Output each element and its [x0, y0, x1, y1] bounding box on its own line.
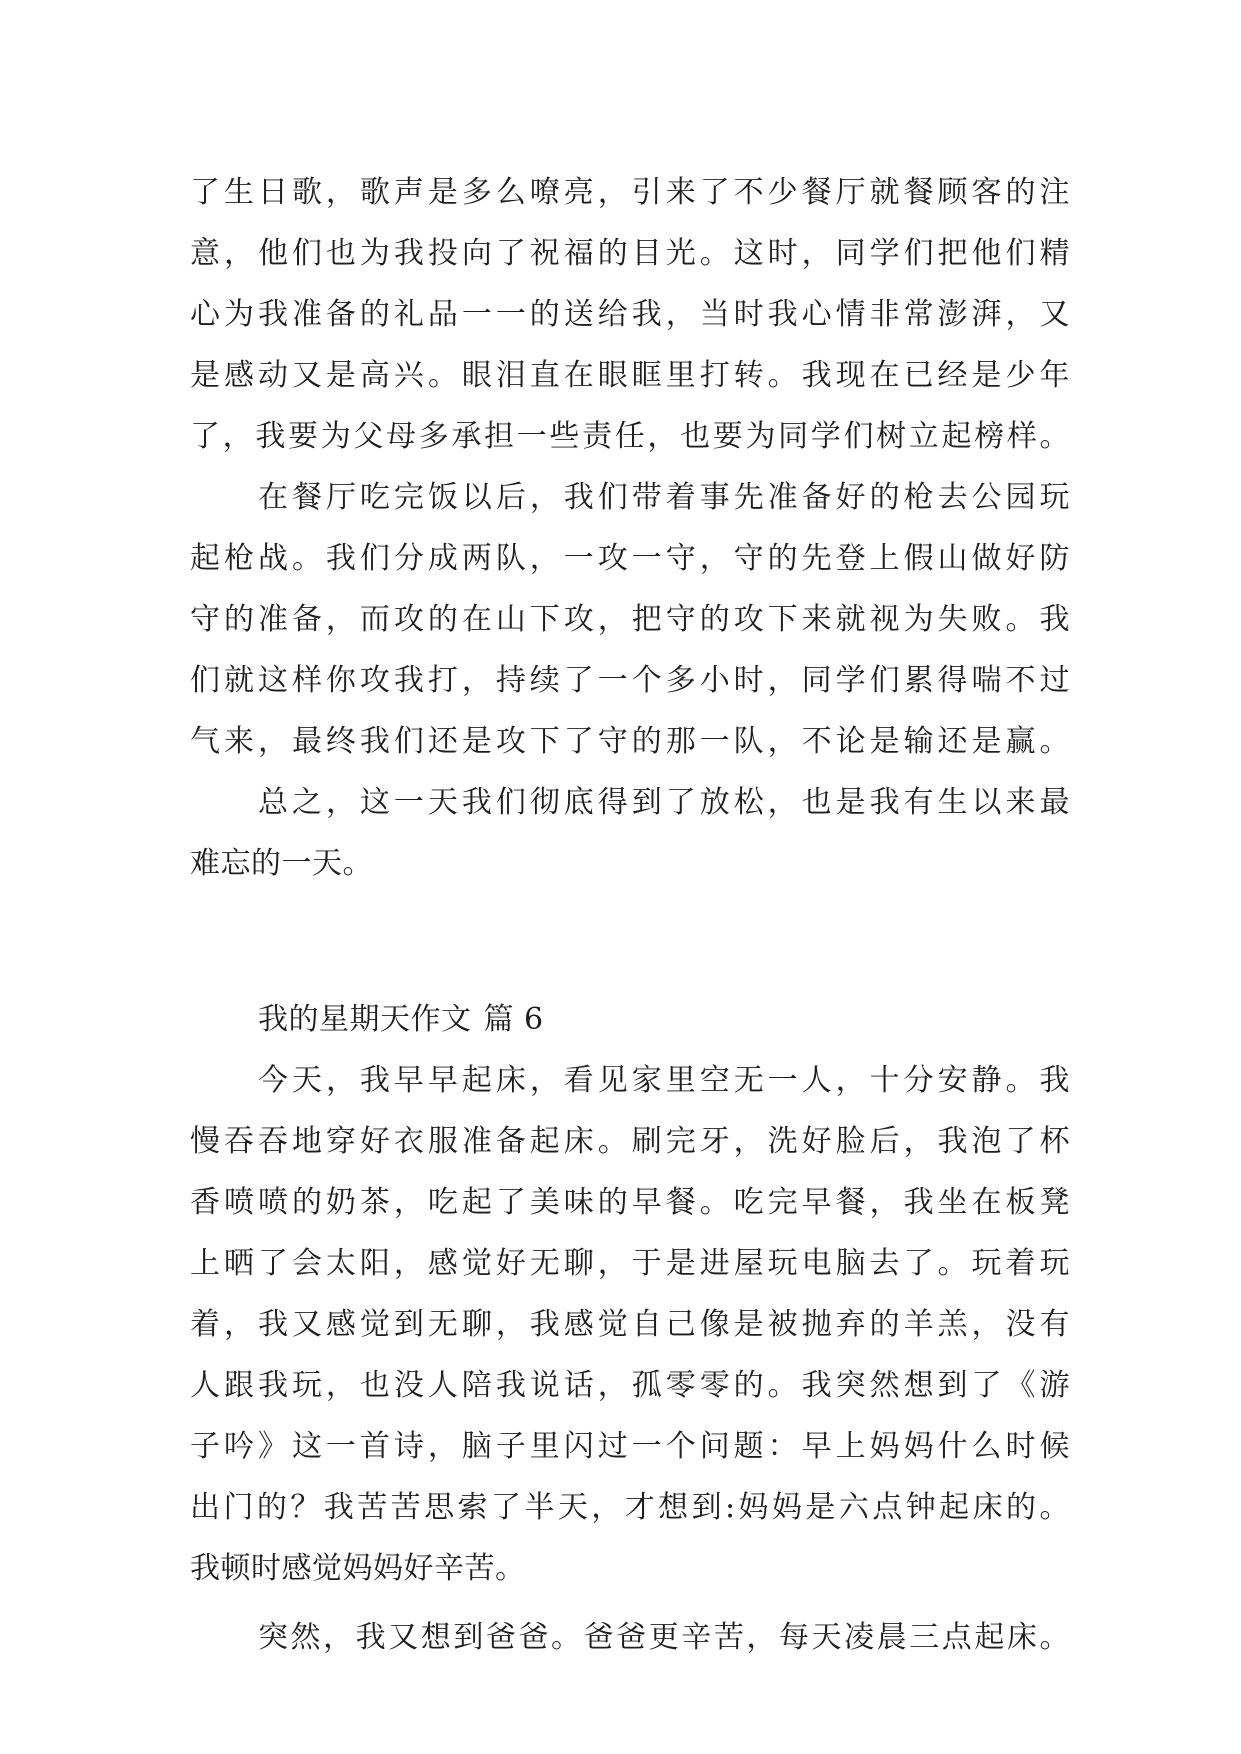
- text-line: 子吟》这一首诗，脑子里闪过一个问题：早上妈妈什么时候: [190, 1429, 1070, 1464]
- text-line: 心为我准备的礼品一一的送给我，当时我心情非常澎湃，又: [190, 297, 1070, 332]
- text-line: 出门的？我苦苦思索了半天，才想到:妈妈是六点钟起床的。: [190, 1490, 1070, 1525]
- section-spacer: [190, 894, 1070, 989]
- paragraph-birthday-song: [190, 162, 1070, 467]
- text-line: 我顿时感觉妈妈好辛苦。: [190, 1551, 526, 1586]
- text-line: 了，我要为父母多承担一些责任，也要为同学们树立起榜样。: [190, 419, 1070, 454]
- text-line: 在餐厅吃完饭以后，我们带着事先准备好的枪去公园玩: [258, 480, 1070, 515]
- paragraph-sunday-morning: [190, 1050, 1070, 1599]
- text-line: 总之，这一天我们彻底得到了放松，也是我有生以来最: [258, 785, 1070, 820]
- text-line: 突然，我又想到爸爸。爸爸更辛苦，每天凌晨三点起床。: [258, 1620, 1070, 1655]
- text-line: 是感动又是高兴。眼泪直在眼眶里打转。我现在已经是少年: [190, 358, 1070, 393]
- text-line: 着，我又感觉到无聊，我感觉自己像是被抛弃的羊羔，没有: [190, 1307, 1070, 1342]
- paragraph-father: [190, 1607, 1070, 1668]
- section-number: 篇 6: [483, 1002, 544, 1037]
- section-title: 我的星期天作文: [258, 1002, 472, 1037]
- text-line: 起枪战。我们分成两队，一攻一守，守的先登上假山做好防: [190, 541, 1070, 576]
- text-line: 意，他们也为我投向了祝福的目光。这时，同学们把他们精: [190, 236, 1070, 271]
- paragraph-gun-battle: [190, 467, 1070, 772]
- text-line: 上晒了会太阳，感觉好无聊，于是进屋玩电脑去了。玩着玩: [190, 1246, 1070, 1281]
- text-line: 人跟我玩，也没人陪我说话，孤零零的。我突然想到了《游: [190, 1368, 1070, 1403]
- text-line: 难忘的一天。: [190, 846, 373, 881]
- text-line: 气来，最终我们还是攻下了守的那一队，不论是输还是赢。: [190, 724, 1070, 759]
- text-line: 香喷喷的奶茶，吃起了美味的早餐。吃完早餐，我坐在板凳: [190, 1185, 1070, 1220]
- text-line: 守的准备，而攻的在山下攻，把守的攻下来就视为失败。我: [190, 602, 1070, 637]
- text-line: 慢吞吞地穿好衣服准备起床。刷完牙，洗好脸后，我泡了杯: [190, 1124, 1070, 1159]
- text-line: 了生日歌，歌声是多么嘹亮，引来了不少餐厅就餐顾客的注: [190, 175, 1070, 210]
- document-body: [190, 162, 1070, 1668]
- text-line: 今天，我早早起床，看见家里空无一人，十分安静。我: [258, 1063, 1070, 1098]
- text-line: 们就这样你攻我打，持续了一个多小时，同学们累得喘不过: [190, 663, 1070, 698]
- paragraph-summary: [190, 772, 1070, 894]
- section-heading: [190, 989, 1070, 1050]
